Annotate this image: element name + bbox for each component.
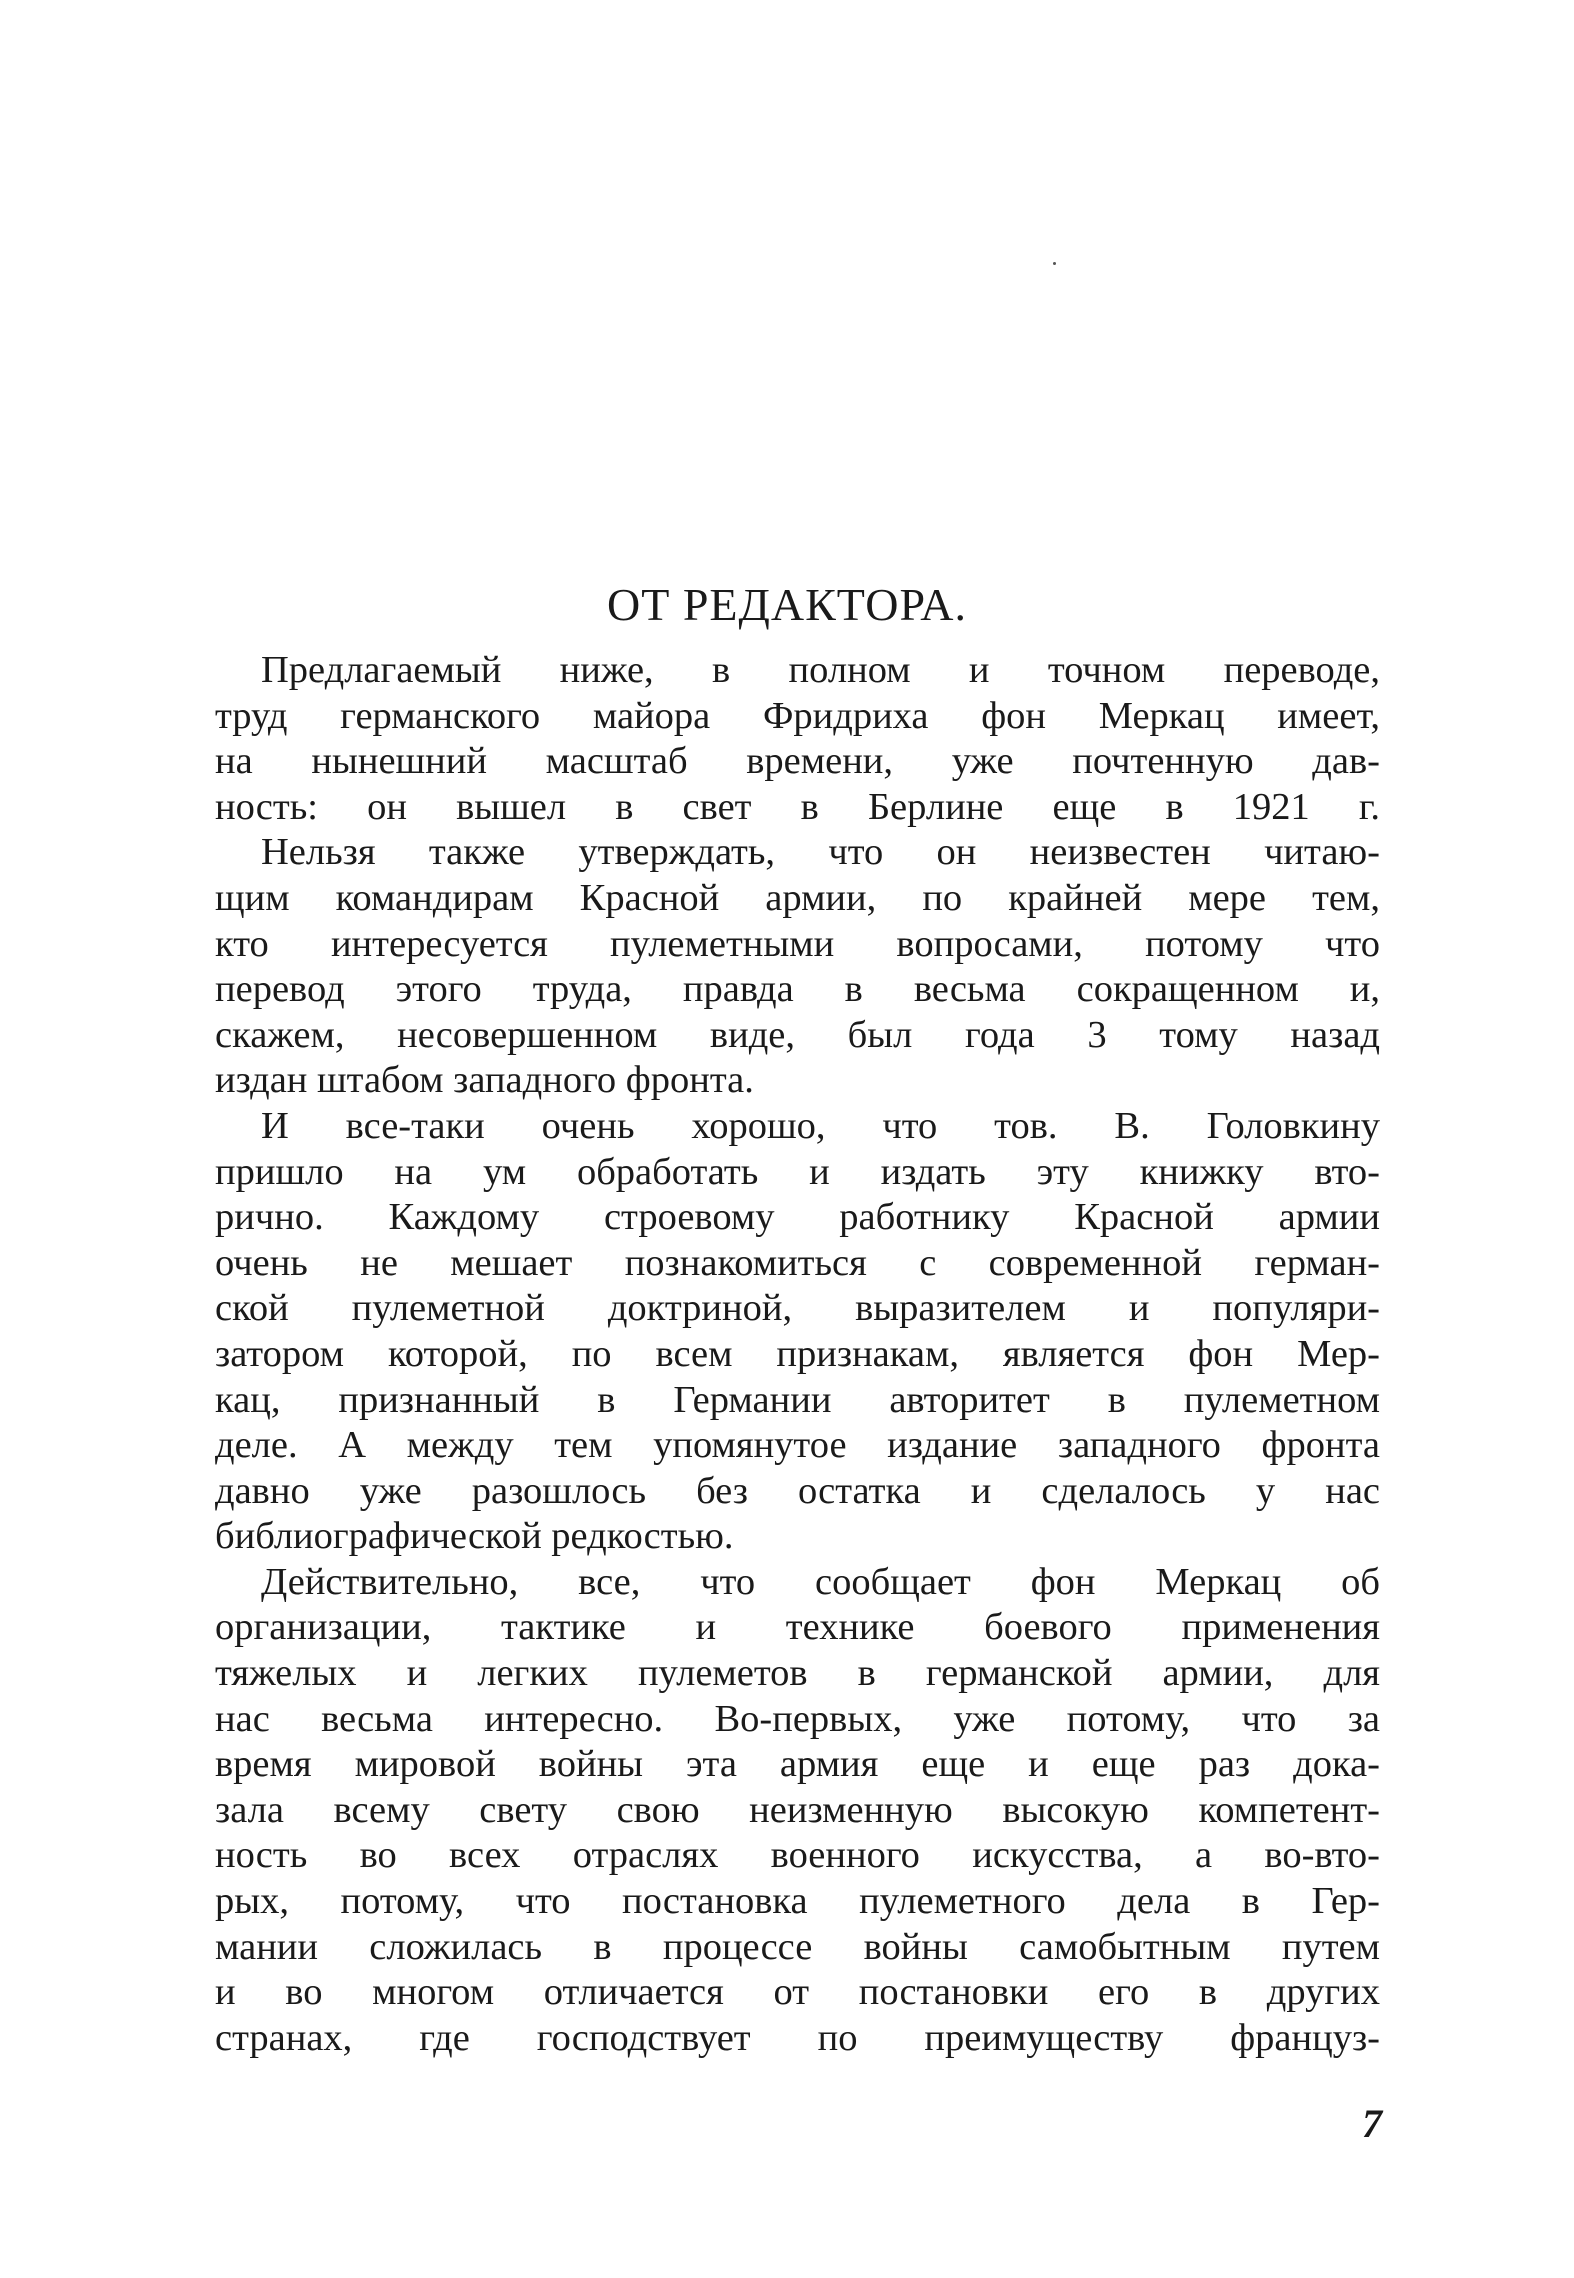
text-line: издан штабом западного фронта.: [215, 1059, 754, 1102]
text-line: труд германского майора Фридриха фон Меркац имеет,: [215, 694, 1380, 737]
page-number: 7: [1362, 2101, 1382, 2146]
text-line: рых, потому, что постановка пулеметного дела в Гер-: [215, 1880, 1380, 1923]
text-line: Нельзя также утверждать, что он неизвестен читаю-: [261, 831, 1380, 874]
text-line: ность: он вышел в свет в Берлине еще в 1921 г.: [215, 785, 1380, 828]
text-line: ность во всех отраслях военного искусства, а во-вто-: [215, 1834, 1380, 1877]
text-line: скажем, несовершенном виде, был года 3 тому назад: [215, 1013, 1380, 1056]
text-line: мании сложилась в процессе войны самобытным путем: [215, 1925, 1380, 1968]
page-title: ОТ РЕДАКТОРА.: [607, 579, 967, 630]
text-line: тяжелых и легких пулеметов в германской армии, для: [215, 1652, 1380, 1695]
text-line: и во многом отличается от постановки его в других: [215, 1971, 1380, 2014]
text-line: И все-таки очень хорошо, что тов. В. Головкину: [261, 1104, 1380, 1147]
text-line: кто интересуется пулеметными вопросами, потому что: [215, 922, 1380, 965]
text-line: затором которой, по всем признакам, является фон Мер-: [215, 1332, 1380, 1375]
text-line: Предлагаемый ниже, в полном и точном переводе,: [261, 649, 1380, 691]
text-line: рично. Каждому строевому работнику Красной армии: [215, 1196, 1380, 1239]
scan-speck: [1053, 262, 1056, 265]
text-line: время мировой войны эта армия еще и еще раз дока-: [215, 1743, 1380, 1786]
text-line: деле. А между тем упомянутое издание западного фронта: [215, 1424, 1380, 1467]
text-line: ской пулеметной доктриной, выразителем и популяри-: [215, 1287, 1380, 1330]
paragraph: [215, 1560, 1380, 2062]
text-line: организации, тактике и технике боевого применения: [215, 1606, 1380, 1649]
text-line: пришло на ум обработать и издать эту книжку вто-: [215, 1150, 1380, 1193]
text-line: нас весьма интересно. Во-первых, уже потому, что за: [215, 1697, 1380, 1740]
paragraph: [215, 830, 1380, 1104]
body-text: [215, 648, 1380, 2061]
text-line: странах, где господствует по преимуществу француз-: [215, 2016, 1380, 2059]
text-line: зала всему свету свою неизменную высокую компетент-: [215, 1788, 1380, 1831]
text-line: библиографической редкостью.: [215, 1515, 734, 1558]
text-line: давно уже разошлось без остатка и сделалось у нас: [215, 1469, 1380, 1512]
paragraph: [215, 1104, 1380, 1560]
text-line: перевод этого труда, правда в весьма сокращенном и,: [215, 968, 1380, 1011]
text-line: Действительно, все, что сообщает фон Меркац об: [261, 1560, 1380, 1603]
text-line: очень не мешает познакомиться с современной герман-: [215, 1241, 1380, 1284]
text-line: на нынешний масштаб времени, уже почтенную дав-: [215, 740, 1380, 783]
text-line: щим командирам Красной армии, по крайней мере тем,: [215, 876, 1380, 919]
text-line: кац, признанный в Германии авторитет в пулеметном: [215, 1378, 1380, 1421]
paragraph: [215, 648, 1380, 830]
